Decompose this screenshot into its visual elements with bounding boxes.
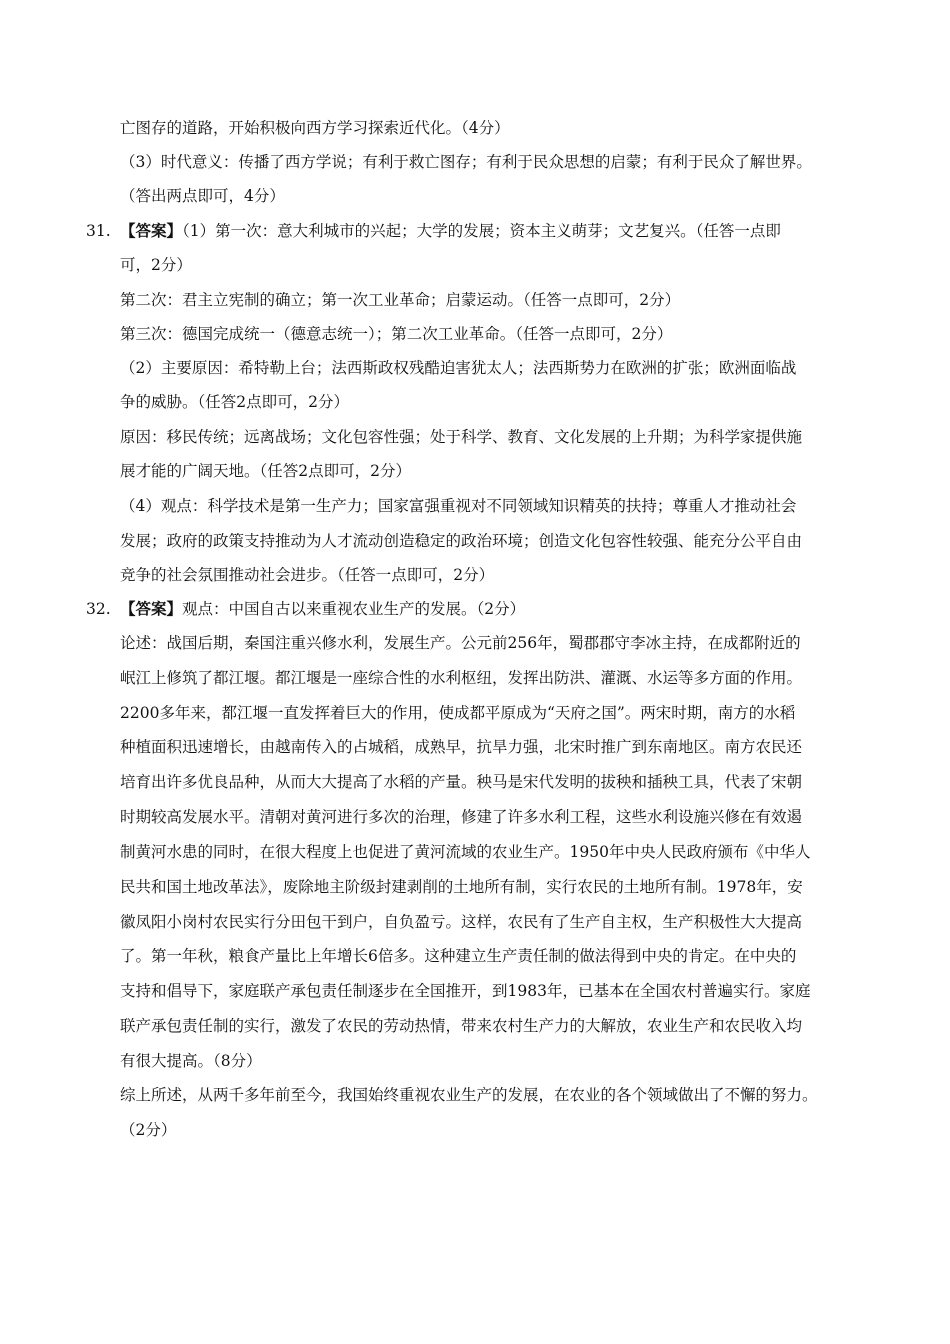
answer-31-first-line	[120, 219, 865, 243]
text-line: （1）第一次：意大利城市的兴起；大学的发展；资本主义萌芽；文艺复兴。（任答一点即	[182, 222, 781, 240]
text-line: 发展；政府的政策支持推动为人才流动创造稳定的政治环境；创造文化包容性较强、能充分公平自由	[120, 532, 803, 550]
text-line: （4）观点：科学技术是第一生产力；国家富强重视对不同领域知识精英的扶持；尊重人才推动社会	[120, 497, 797, 515]
text-line: 支持和倡导下，家庭联产承包责任制逐步在全国推开，到1983年，已基本在全国农村普遍实行。家庭	[120, 982, 811, 1000]
text-line: 制黄河水患的同时，在很大程度上也促进了黄河流域的农业生产。1950年中央人民政府颁布《中华人	[120, 843, 811, 861]
text-line: （答出两点即可，4分）	[120, 187, 285, 205]
question-number-32: 32.	[86, 600, 111, 618]
text-line: 竞争的社会氛围推动社会进步。（任答一点即可，2分）	[120, 566, 495, 584]
text-line: 综上所述，从两千多年前至今，我国始终重视农业生产的发展，在农业的各个领域做出了不懈的努力。	[120, 1086, 818, 1104]
text-line: 展才能的广阔天地。（任答2点即可，2分）	[120, 462, 411, 480]
text-line: 徽凤阳小岗村农民实行分田包干到户，自负盈亏。这样，农民有了生产自主权，生产积极性大大提高	[120, 913, 803, 931]
text-line: 种植面积迅速增长，由越南传入的占城稻，成熟早，抗旱力强，北宋时推广到东南地区。南方农民还	[120, 738, 803, 756]
text-line: 岷江上修筑了都江堰。都江堰是一座综合性的水利枢纽，发挥出防洪、灌溉、水运等多方面的作用。	[120, 669, 803, 687]
text-line: （2）主要原因：希特勒上台；法西斯政权残酷迫害犹太人；法西斯势力在欧洲的扩张；欧洲面临战	[120, 359, 797, 377]
text-line: 原因：移民传统；远离战场；文化包容性强；处于科学、教育、文化发展的上升期；为科学家提供施	[120, 428, 803, 446]
text-line: 争的威胁。（任答2点即可，2分）	[120, 393, 349, 411]
text-line: 时期较高发展水平。清朝对黄河进行多次的治理，修建了许多水利工程，这些水利设施兴修在有效遏	[120, 808, 803, 826]
text-line: 论述：战国后期，秦国注重兴修水利，发展生产。公元前256年，蜀郡郡守李冰主持，在成都附近的	[120, 634, 801, 652]
text-line: 联产承包责任制的实行，激发了农民的劳动热情，带来农村生产力的大解放，农业生产和农民收入均	[120, 1017, 803, 1035]
answer-tag: 【答案】	[120, 599, 183, 618]
text-line: （2分）	[120, 1121, 177, 1139]
text-line: （3）时代意义：传播了西方学说；有利于救亡图存；有利于民众思想的启蒙；有利于民众了解世界。	[120, 153, 812, 171]
text-line: 民共和国土地改革法》，废除地主阶级封建剥削的土地所有制，实行农民的土地所有制。1978年，安	[120, 878, 803, 896]
question-number-31: 31.	[86, 222, 111, 240]
text-line: 亡图存的道路，开始积极向西方学习探索近代化。（4分）	[120, 119, 510, 137]
text-line: 有很大提高。（8分）	[120, 1052, 262, 1070]
answer-tag: 【答案】	[120, 221, 183, 240]
text-line: 第二次：君主立宪制的确立；第一次工业革命；启蒙运动。（任答一点即可，2分）	[120, 291, 681, 309]
text-line: 2200多年来，都江堰一直发挥着巨大的作用，使成都平原成为“天府之国”。两宋时期，南方的水稻	[120, 704, 796, 722]
text-line: 第三次：德国完成统一（德意志统一）；第二次工业革命。（任答一点即可，2分）	[120, 325, 673, 343]
answer-32-first-line	[120, 597, 865, 621]
text-line: 观点：中国自古以来重视农业生产的发展。（2分）	[182, 600, 526, 618]
text-line: 可，2分）	[120, 256, 192, 274]
text-line: 培育出许多优良品种，从而大大提高了水稻的产量。秧马是宋代发明的拔秧和插秧工具，代表了宋朝	[120, 773, 803, 791]
text-line: 了。第一年秋，粮食产量比上年增长6倍多。这种建立生产责任制的做法得到中央的肯定。在中央的	[120, 947, 797, 965]
